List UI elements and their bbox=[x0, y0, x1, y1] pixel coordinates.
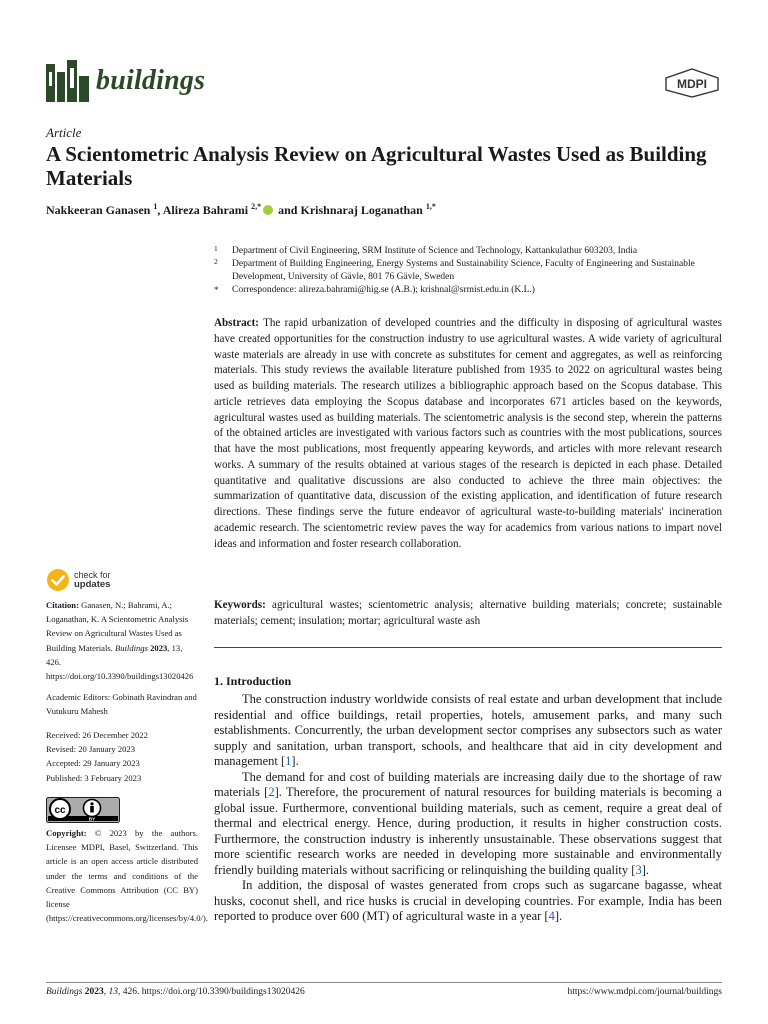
footer-citation: Buildings 2023, 13, 426. https://doi.org/10.3390/buildings13020426 bbox=[46, 987, 305, 997]
check-updates-icon bbox=[46, 568, 70, 592]
affiliation-text: Department of Building Engineering, Energy Systems and Sustainability Science, Faculty of Engineering and Sustainable Development, University of Gävle, 801 76 Gävle, Sweden bbox=[232, 259, 695, 282]
citation-text: Ganasen, N.; Bahrami, A.; Loganathan, K. A Scientometric Analysis Review on Agricultural Wastes Used as Building Materials. bbox=[46, 600, 189, 653]
mdpi-logo-icon bbox=[664, 68, 720, 98]
citation-journal: Buildings bbox=[115, 642, 148, 653]
publication-dates bbox=[46, 728, 198, 785]
article-title: A Scientometric Analysis Review on Agricultural Wastes Used as Building Materials bbox=[46, 142, 707, 190]
keywords bbox=[214, 598, 722, 630]
author-affiliation-marker: 2,* bbox=[251, 202, 262, 211]
author-affiliation-marker: 1,* bbox=[425, 202, 436, 211]
author-affiliation-marker: 1 bbox=[153, 202, 158, 211]
copyright-text: © 2023 by the authors. Licensee MDPI, Basel, Switzerland. This article is an open access article distributed under the terms and conditions of the Creative Commons Attribution (CC BY) license (https://creativecommons.org/licenses/by/4.0/). bbox=[46, 828, 208, 924]
mdpi-logo-text: MDPI bbox=[677, 77, 707, 91]
article-type: Article bbox=[46, 125, 82, 140]
affiliation-marker: 2 bbox=[214, 257, 218, 266]
abstract bbox=[214, 316, 722, 552]
svg-text:cc: cc bbox=[54, 805, 66, 816]
introduction-body bbox=[214, 692, 722, 925]
paragraph: The construction industry worldwide consists of real estate and urban development that include residential and office buildings, retail properties, hotels, amusement parks, and many such establishments. Concurrently, the urban development sector comprises any subsectors such as water supply and sanitation, urban transport, schools, and healthcare that aid in city development and management [1]. bbox=[214, 692, 722, 768]
cc-by-icon bbox=[46, 797, 120, 823]
paragraph: In addition, the disposal of wastes generated from crops such as sugarcane bagasse, wheat husks, coconut shell, and rice husks is crucial in developing countries. For example, India has been reported to produce over 600 (MT) of agricultural waste in a year [4]. bbox=[214, 878, 722, 923]
check-updates-text bbox=[74, 571, 111, 589]
keywords-text: agricultural wastes; scientometric analysis; alternative building materials; concrete; sustainable materials; cement; insulation; mortar; agricultural waste ash bbox=[214, 599, 722, 627]
section-divider bbox=[214, 647, 722, 648]
buildings-logo-icon bbox=[46, 60, 90, 102]
date-accepted: Accepted: 29 January 2023 bbox=[46, 758, 140, 769]
date-received: Received: 26 December 2022 bbox=[46, 730, 148, 740]
author-list: Nakkeeran Ganasen $^1$, Alireza Bahrami $^{2,*}$ and Krishnaraj Loganathan $^{1,*}$ bbox=[46, 202, 436, 217]
affiliation-text: Department of Civil Engineering, SRM Institute of Science and Technology, Kattankulathur 603203, India bbox=[232, 246, 638, 256]
check-updates-line1: check for bbox=[74, 570, 111, 580]
page-footer bbox=[46, 987, 722, 997]
footer-doi-link[interactable]: , 426. https://doi.org/10.3390/buildings13020426 bbox=[118, 987, 305, 997]
footer-divider bbox=[46, 982, 722, 983]
author-name[interactable]: Krishnaraj Loganathan bbox=[300, 203, 423, 217]
correspondence-text[interactable]: Correspondence: alireza.bahrami@hig.se (A.B.); krishnal@srmist.edu.in (K.L.) bbox=[232, 285, 535, 295]
keywords-label: Keywords: bbox=[214, 599, 266, 611]
check-for-updates-button[interactable] bbox=[46, 568, 111, 592]
citation-year: 2023 bbox=[150, 642, 168, 653]
date-published: Published: 3 February 2023 bbox=[46, 772, 142, 783]
cc-by-label: BY bbox=[88, 816, 96, 822]
copyright-label: Copyright: bbox=[46, 828, 87, 838]
academic-editors: Academic Editors: Gobinath Ravindran and Vutukuru Mahesh bbox=[46, 692, 197, 717]
reference-link[interactable]: 3 bbox=[635, 862, 642, 877]
cc-by-license-badge[interactable] bbox=[46, 797, 120, 828]
journal-logo[interactable] bbox=[46, 60, 205, 102]
journal-name: buildings bbox=[96, 65, 206, 96]
citation-doi[interactable]: , 13, 426. https://doi.org/10.3390/buildings13020426 bbox=[46, 642, 194, 682]
affiliation-marker: 1 bbox=[214, 244, 218, 253]
section-title: 1. Introduction bbox=[214, 674, 292, 688]
affiliation-item bbox=[214, 245, 724, 258]
abstract-label: Abstract: bbox=[214, 317, 259, 329]
author-name[interactable]: Nakkeeran Ganasen bbox=[46, 203, 151, 217]
footer-journal-url[interactable]: https://www.mdpi.com/journal/buildings bbox=[567, 987, 722, 997]
citation-block bbox=[46, 598, 198, 683]
reference-link[interactable]: 2 bbox=[268, 785, 275, 799]
mdpi-logo[interactable] bbox=[664, 68, 720, 103]
copyright-block bbox=[46, 826, 208, 925]
author-name[interactable]: Alireza Bahrami bbox=[162, 203, 249, 217]
check-updates-line2: updates bbox=[74, 579, 111, 590]
date-revised: Revised: 20 January 2023 bbox=[46, 744, 136, 755]
affiliations bbox=[214, 245, 724, 297]
reference-link[interactable]: 4 bbox=[548, 909, 555, 923]
citation-label: Citation: bbox=[46, 600, 79, 610]
orcid-icon[interactable] bbox=[263, 205, 273, 215]
reference-link[interactable]: 1 bbox=[285, 754, 292, 768]
affiliation-item bbox=[214, 258, 724, 284]
affiliation-item bbox=[214, 284, 724, 297]
abstract-text: The rapid urbanization of developed countries and the difficulty in disposing of agricultural wastes have created opportunities for the construction industry to use agricultural wastes. A wide variety of agricultural waste materials are already in use with concrete as substitutes for cement and aggregates, as well as reinforcing materials. This study reviews the available literature published from 1935 to 2022 on agricultural wastes being used as building materials. The research utilizes a bibliographic approach based on the Scopus database. This article retrieves data employing the Scopus database and incorporates 671 articles based on the keywords, agricultural wastes used as building materials. The scientometric analysis is the second step, wherein the patterns of the obtained articles are investigated with various factors such as countries with the most publications, sources that have the most publications, most frequently appearing keywords, and articles with more relevant research works. A summary of the results obtained at various stages of the research is depicted in each phase. Detailed quantitative and qualitative discussions are also conducted to achieve the three main objectives: the summarization of quantitative data, discussion of the existing application, and identification of future research directions. These findings serve the future endeavor of agricultural waste-to-building materials' incineration academic research. The scientometric review paves the way for academics from various nations to impart novel ideas and information and foster research collaboration. bbox=[214, 317, 722, 550]
paragraph: The demand for and cost of building materials are increasing daily due to the shortage of raw materials [2]. Therefore, the procurement of natural resources for building materials is becoming a global issue. Furthermore, conventional building materials, such as cement, require a great deal of thermal and electrical energy. Hence, during production, it results in higher construction costs. Furthermore, the construction industry is inherently unsustainable. These observations suggest that more scientific research works are needed in developing more sustainable and environmentally friendly building materials without sacrificing or relinquishing the building quality [3]. bbox=[214, 769, 722, 877]
affiliation-marker: * bbox=[214, 285, 219, 295]
